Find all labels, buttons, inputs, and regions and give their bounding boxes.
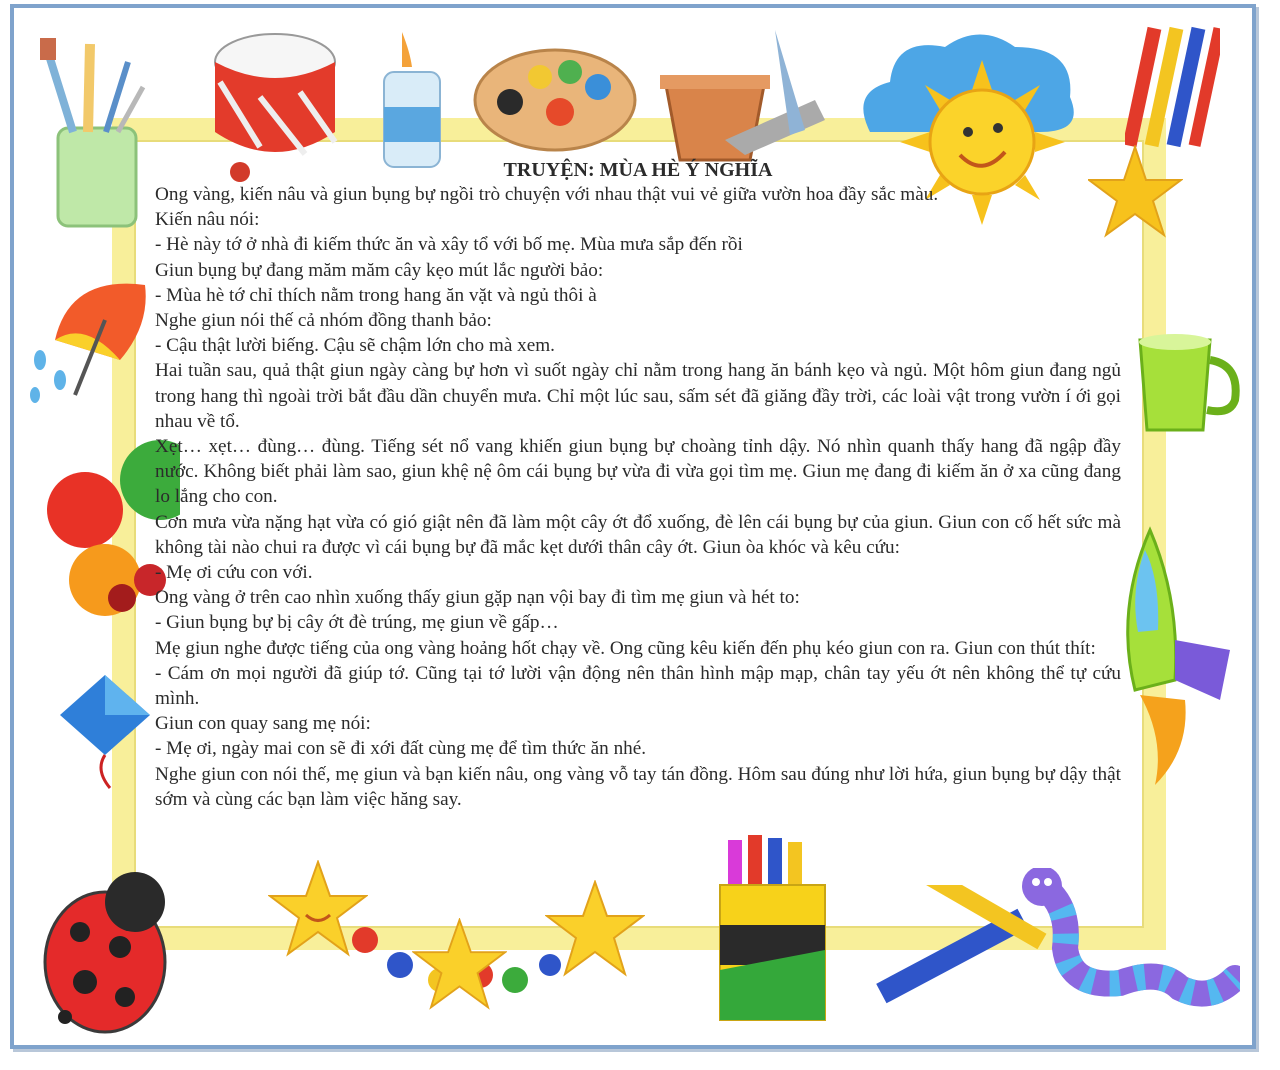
story-paragraph: Mẹ giun nghe được tiếng của ong vàng hoảng hốt chạy về. Ong cũng kêu kiến đến phụ kéo giun con ra. Giun con thút thít: bbox=[155, 637, 1096, 659]
story-paragraph: Ong vàng, kiến nâu và giun bụng bự ngồi trò chuyện với nhau thật vui vẻ giữa vườn hoa đầy sắc màu. bbox=[155, 184, 939, 205]
story-paragraph: Xẹt… xẹt… đùng… đùng. Tiếng sét nổ vang khiến giun bụng bự choàng tỉnh dậy. Nó nhìn quanh thấy hang đã ngập đầy nước. Không biết phải làm sao, giun khệ nệ ôm cái bụng bự vừa đi vừa gọi tìm mẹ. Giun mẹ đang đi kiếm ăn ở xa cũng đang lo lắng cho con. bbox=[155, 436, 1121, 508]
story-paragraph: Ong vàng ở trên cao nhìn xuống thấy giun gặp nạn vội bay đi tìm mẹ giun và hét to: bbox=[155, 587, 800, 609]
ladybug-icon bbox=[25, 862, 185, 1042]
story-paragraph: Kiến nâu nói: bbox=[155, 209, 260, 231]
glue-bottle-icon bbox=[372, 22, 452, 172]
pencils-icon bbox=[1125, 22, 1220, 152]
watering-can-icon bbox=[1115, 320, 1250, 440]
worm-icon bbox=[1010, 868, 1240, 1008]
umbrella-rain-icon bbox=[25, 265, 160, 405]
paint-palette-icon bbox=[470, 42, 640, 157]
story-paragraph: Giun con quay sang mẹ nói: bbox=[155, 713, 371, 735]
kite-icon bbox=[55, 670, 155, 790]
crayon-box-icon bbox=[700, 830, 835, 1030]
paintbrush-cup-icon bbox=[28, 32, 148, 232]
story-paragraph: - Mùa hè tớ chỉ thích nằm trong hang ăn vặt và ngủ thôi à bbox=[155, 284, 597, 306]
smiling-star-icon bbox=[545, 880, 645, 980]
story-paragraph: Cơn mưa vừa nặng hạt vừa có gió giật nên đã làm một cây ớt đổ xuống, đè lên cái bụng bự của giun. Giun con cố hết sức mà không tài nào chui ra được vì cái bụng bự đã mắc kẹt dưới thân cây ớt. Giun òa khóc và kêu cứu: bbox=[155, 511, 1121, 558]
story-paragraph: Hai tuần sau, quả thật giun ngày càng bự hơn vì suốt ngày chỉ nằm trong hang ăn bánh kẹo và ngủ. Một hôm giun đang ngủ trong hang thì ngoài trời bắt đầu dần chuyển mưa. Chỉ một lúc sau, sấm sét đã giăng đầy trời, các loài vật trong vườn í ới gọi nhau về tổ. bbox=[155, 360, 1121, 432]
story-title: TRUYỆN: MÙA HÈ Ý NGHĨA bbox=[503, 159, 773, 181]
story-paragraph: - Giun bụng bự bị cây ớt đè trúng, mẹ giun về gấp… bbox=[155, 612, 559, 634]
story-paragraph: - Mẹ ơi cứu con với. bbox=[155, 562, 313, 584]
story-content bbox=[155, 158, 1121, 812]
story-paragraph: Giun bụng bự đang măm măm cây kẹo mút lắc người bảo: bbox=[155, 259, 604, 281]
story-paragraph: Nghe giun nói thế cả nhóm đồng thanh bảo: bbox=[155, 310, 492, 332]
story-paragraph: - Cậu thật lười biếng. Cậu sẽ chậm lớn cho mà xem. bbox=[155, 335, 555, 357]
rocket-icon bbox=[1110, 520, 1235, 790]
story-paragraph: - Hè này tớ ở nhà đi kiếm thức ăn và xây tổ với bố mẹ. Mùa mưa sắp đến rồi bbox=[155, 234, 743, 256]
story-paragraph: Nghe giun con nói thế, mẹ giun và bạn kiến nâu, ong vàng vỗ tay tán đồng. Hôm sau đúng như lời hứa, giun bụng bự dậy thật sớm và cùng các bạn làm việc hăng say. bbox=[155, 763, 1121, 810]
story-paragraph: - Mẹ ơi, ngày mai con sẽ đi xới đất cùng mẹ để tìm thức ăn nhé. bbox=[155, 738, 647, 760]
smiling-star-icon bbox=[412, 918, 507, 1013]
story-paragraph: - Cám ơn mọi người đã giúp tớ. Cũng tại tớ lười vận động nên thân hình mập mạp, chân tay yếu ớt nên không thể tự cứu mình. bbox=[155, 662, 1121, 710]
